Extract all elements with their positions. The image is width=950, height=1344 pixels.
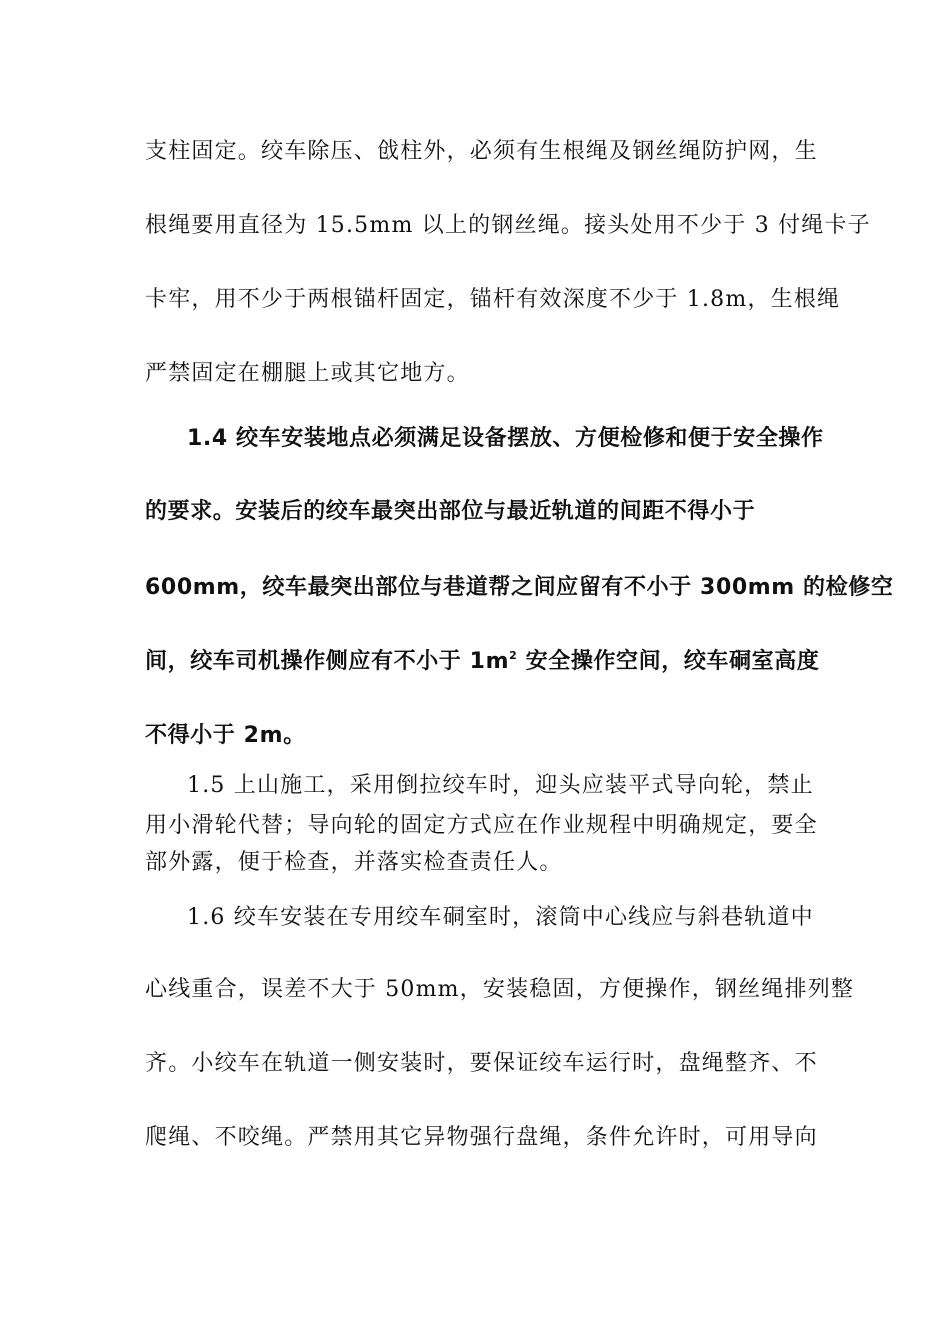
section-1-4-line: 不得小于 2m。: [145, 723, 306, 748]
superscript: 2: [509, 649, 518, 662]
section-1-5-line: 部外露，便于检查，并落实检查责任人。: [145, 850, 563, 875]
text-segment: 间，绞车司机操作侧应有不小于 1m: [145, 649, 510, 674]
section-1-4-line: 的要求。安装后的绞车最突出部位与最近轨道的间距不得小于: [145, 499, 756, 524]
section-1-5-line: 用小滑轮代替；导向轮的固定方式应在作业规程中明确规定，要全: [145, 813, 818, 838]
section-1-5-line: 1.5 上山施工，采用倒拉绞车时，迎头应装平式导向轮，禁止: [187, 773, 814, 798]
text-line: 支柱固定。绞车除压、戗柱外，必须有生根绳及钢丝绳防护网，生: [145, 139, 818, 164]
section-1-6-line: 心线重合，误差不大于 50mm，安装稳固，方便操作，钢丝绳排列整: [145, 977, 855, 1002]
section-1-6-line: 1.6 绞车安装在专用绞车硐室时，滚筒中心线应与斜巷轨道中: [187, 905, 814, 930]
section-1-4-line: 600mm，绞车最突出部位与巷道帮之间应留有不小于 300mm 的检修空: [145, 575, 894, 600]
text-line: 卡牢，用不少于两根锚杆固定，锚杆有效深度不少于 1.8m，生根绳: [145, 287, 841, 312]
section-1-6-line: 齐。小绞车在轨道一侧安装时，要保证绞车运行时，盘绳整齐、不: [145, 1051, 818, 1076]
section-1-4-line: [145, 648, 819, 676]
text-line: 严禁固定在棚腿上或其它地方。: [145, 361, 470, 386]
text-line: 根绳要用直径为 15.5mm 以上的钢丝绳。接头处用不少于 3 付绳卡子: [145, 213, 871, 238]
text-segment: 安全操作空间，绞车硐室高度: [517, 649, 820, 674]
section-1-4-line: 1.4 绞车安装地点必须满足设备摆放、方便检修和便于安全操作: [187, 426, 824, 451]
section-1-6-line: 爬绳、不咬绳。严禁用其它异物强行盘绳，条件允许时，可用导向: [145, 1125, 818, 1150]
